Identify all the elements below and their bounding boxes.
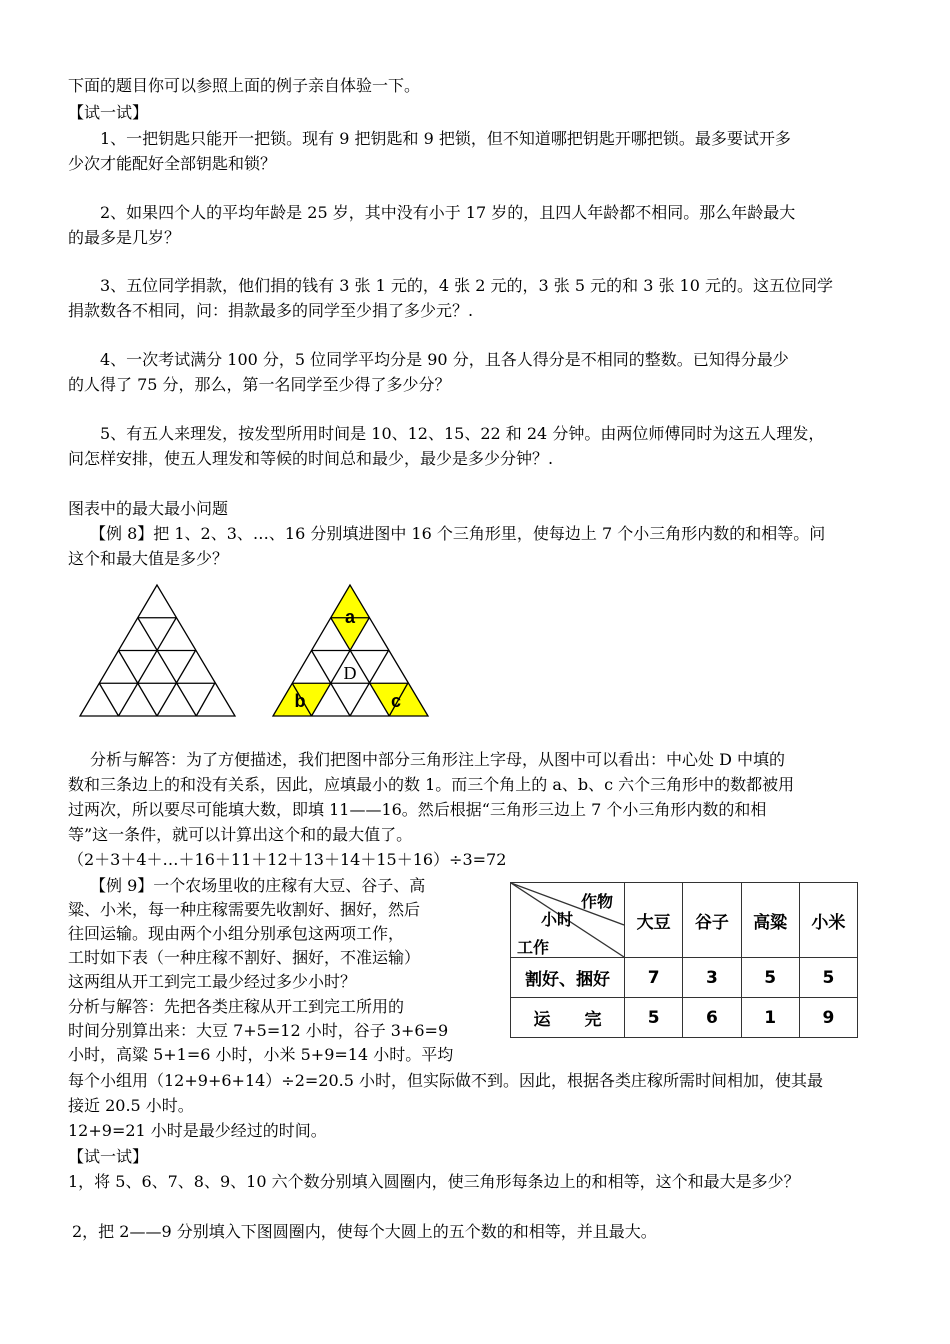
example-9-line-8: 小时，高粱 5+1=6 小时，小米 5+9=14 小时。平均 bbox=[68, 1045, 454, 1064]
label-D: D bbox=[343, 663, 357, 683]
table-row bbox=[511, 958, 858, 998]
row-label: 运 完 bbox=[511, 998, 625, 1038]
diagonal-header-cell bbox=[511, 883, 625, 958]
question-5-line-1: 5、有五人来理发，按发型所用时间是 10、12、15、22 和 24 分钟。由两位师傅同时为这五人理发， bbox=[100, 424, 825, 443]
example-9-line-10: 接近 20.5 小时。 bbox=[68, 1096, 194, 1115]
example-9-line-1: 【例 9】一个农场里收的庄稼有大豆、谷子、高 bbox=[90, 876, 426, 895]
header-work: 工作 bbox=[517, 938, 550, 957]
label-a: a bbox=[344, 607, 356, 627]
try-heading-2: 【试一试】 bbox=[68, 1147, 149, 1166]
table-cell: 7 bbox=[625, 958, 683, 998]
crop-hours-table bbox=[510, 882, 858, 1038]
example-8-line-1: 【例 8】把 1、2、3、…、16 分别填进图中 16 个三角形里，使每边上 7 个小三角形内数的和相等。问 bbox=[90, 524, 826, 543]
example-9-line-2: 粱、小米，每一种庄稼需要先收割好、捆好，然后 bbox=[68, 900, 421, 919]
formula-line: （2＋3＋4＋…＋16＋11＋12＋13＋14＋15＋16）÷3=72 bbox=[68, 850, 507, 869]
intro-line: 下面的题目你可以参照上面的例子亲自体验一下。 bbox=[68, 76, 421, 95]
table-cell: 5 bbox=[799, 958, 857, 998]
row-label: 割好、捆好 bbox=[511, 958, 625, 998]
table-cell: 5 bbox=[625, 998, 683, 1038]
table-cell: 9 bbox=[799, 998, 857, 1038]
column-header: 小米 bbox=[799, 883, 857, 958]
question-3-line-2: 捐款数各不相同，问：捐款最多的同学至少捐了多少元？. bbox=[68, 301, 474, 320]
analysis-line-1: 分析与解答：为了方便描述，我们把图中部分三角形注上字母，从图中可以看出：中心处 D 中填的 bbox=[90, 750, 786, 769]
column-header: 大豆 bbox=[625, 883, 683, 958]
analysis-line-4: 等”这一条件，就可以计算出这个和的最大值了。 bbox=[68, 825, 413, 844]
analysis-line-2: 数和三条边上的和没有关系，因此，应填最小的数 1。而三个角上的 a、b、c 六个三角形中的数都被用 bbox=[68, 775, 795, 794]
question-1-line-1: 1、一把钥匙只能开一把锁。现有 9 把钥匙和 9 把锁，但不知道哪把钥匙开哪把锁。最多要试开多 bbox=[100, 129, 791, 148]
example-9-line-5: 这两组从开工到完工最少经过多少小时？ bbox=[68, 972, 357, 991]
plain-triangle-figure bbox=[75, 580, 245, 720]
table-header-row bbox=[511, 883, 858, 958]
question-2-line-1: 2、如果四个人的平均年龄是 25 岁，其中没有小于 17 岁的，且四人年龄都不相同。那么年龄最大 bbox=[100, 203, 796, 222]
example-8-line-2: 这个和最大值是多少？ bbox=[68, 549, 229, 568]
example-9-line-7: 时间分别算出来：大豆 7+5=12 小时，谷子 3+6=9 bbox=[68, 1021, 449, 1040]
question-4-line-1: 4、一次考试满分 100 分，5 位同学平均分是 90 分，且各人得分是不相同的整数。已知得分最少 bbox=[100, 350, 789, 369]
header-time: 小时 bbox=[541, 910, 574, 929]
question-4-line-2: 的人得了 75 分，那么，第一名同学至少得了多少分？ bbox=[68, 375, 451, 394]
label-b: b bbox=[294, 691, 306, 711]
question-5-line-2: 问怎样安排，使五人理发和等候的时间总和最少，最少是多少分钟？. bbox=[68, 449, 554, 468]
question-1-line-2: 少次才能配好全部钥匙和锁？ bbox=[68, 154, 277, 173]
example-9-line-3: 往回运输。现由两个小组分别承包这两项工作， bbox=[68, 924, 405, 943]
try-heading: 【试一试】 bbox=[68, 103, 149, 122]
table-cell: 3 bbox=[683, 958, 741, 998]
example-9-line-6: 分析与解答：先把各类庄稼从开工到完工所用的 bbox=[68, 997, 405, 1016]
question-2-line-2: 的最多是几岁？ bbox=[68, 228, 181, 247]
example-9-line-4: 工时如下表（一种庄稼不割好、捆好，不准运输） bbox=[68, 948, 421, 967]
header-crop: 作物 bbox=[581, 892, 614, 911]
column-header: 谷子 bbox=[683, 883, 741, 958]
column-header: 高粱 bbox=[741, 883, 799, 958]
question-3-line-1: 3、五位同学捐款，他们捐的钱有 3 张 1 元的，4 张 2 元的，3 张 5 元的和 3 张 10 元的。这五位同学 bbox=[100, 276, 834, 295]
example-9-line-11: 12+9=21 小时是最少经过的时间。 bbox=[68, 1121, 327, 1140]
label-c: c bbox=[390, 691, 402, 711]
try-question-1: 1，将 5、6、7、8、9、10 六个数分别填入圆圈内，使三角形每条边上的和相等，这个和最大是多少？ bbox=[68, 1172, 800, 1191]
table-cell: 6 bbox=[683, 998, 741, 1038]
table-row bbox=[511, 998, 858, 1038]
analysis-line-3: 过两次，所以要尽可能填大数，即填 11——16。然后根据“三角形三边上 7 个小三角形内数的和相 bbox=[68, 800, 767, 819]
labeled-triangle-figure bbox=[268, 580, 438, 720]
table-cell: 5 bbox=[741, 958, 799, 998]
table-cell: 1 bbox=[741, 998, 799, 1038]
try-question-2: 2，把 2——9 分别填入下图圆圈内，使每个大圆上的五个数的和相等，并且最大。 bbox=[72, 1222, 657, 1241]
example-9-line-9: 每个小组用（12+9+6+14）÷2=20.5 小时，但实际做不到。因此，根据各类庄稼所需时间相加，使其最 bbox=[68, 1071, 824, 1090]
section-title: 图表中的最大最小问题 bbox=[68, 499, 229, 518]
